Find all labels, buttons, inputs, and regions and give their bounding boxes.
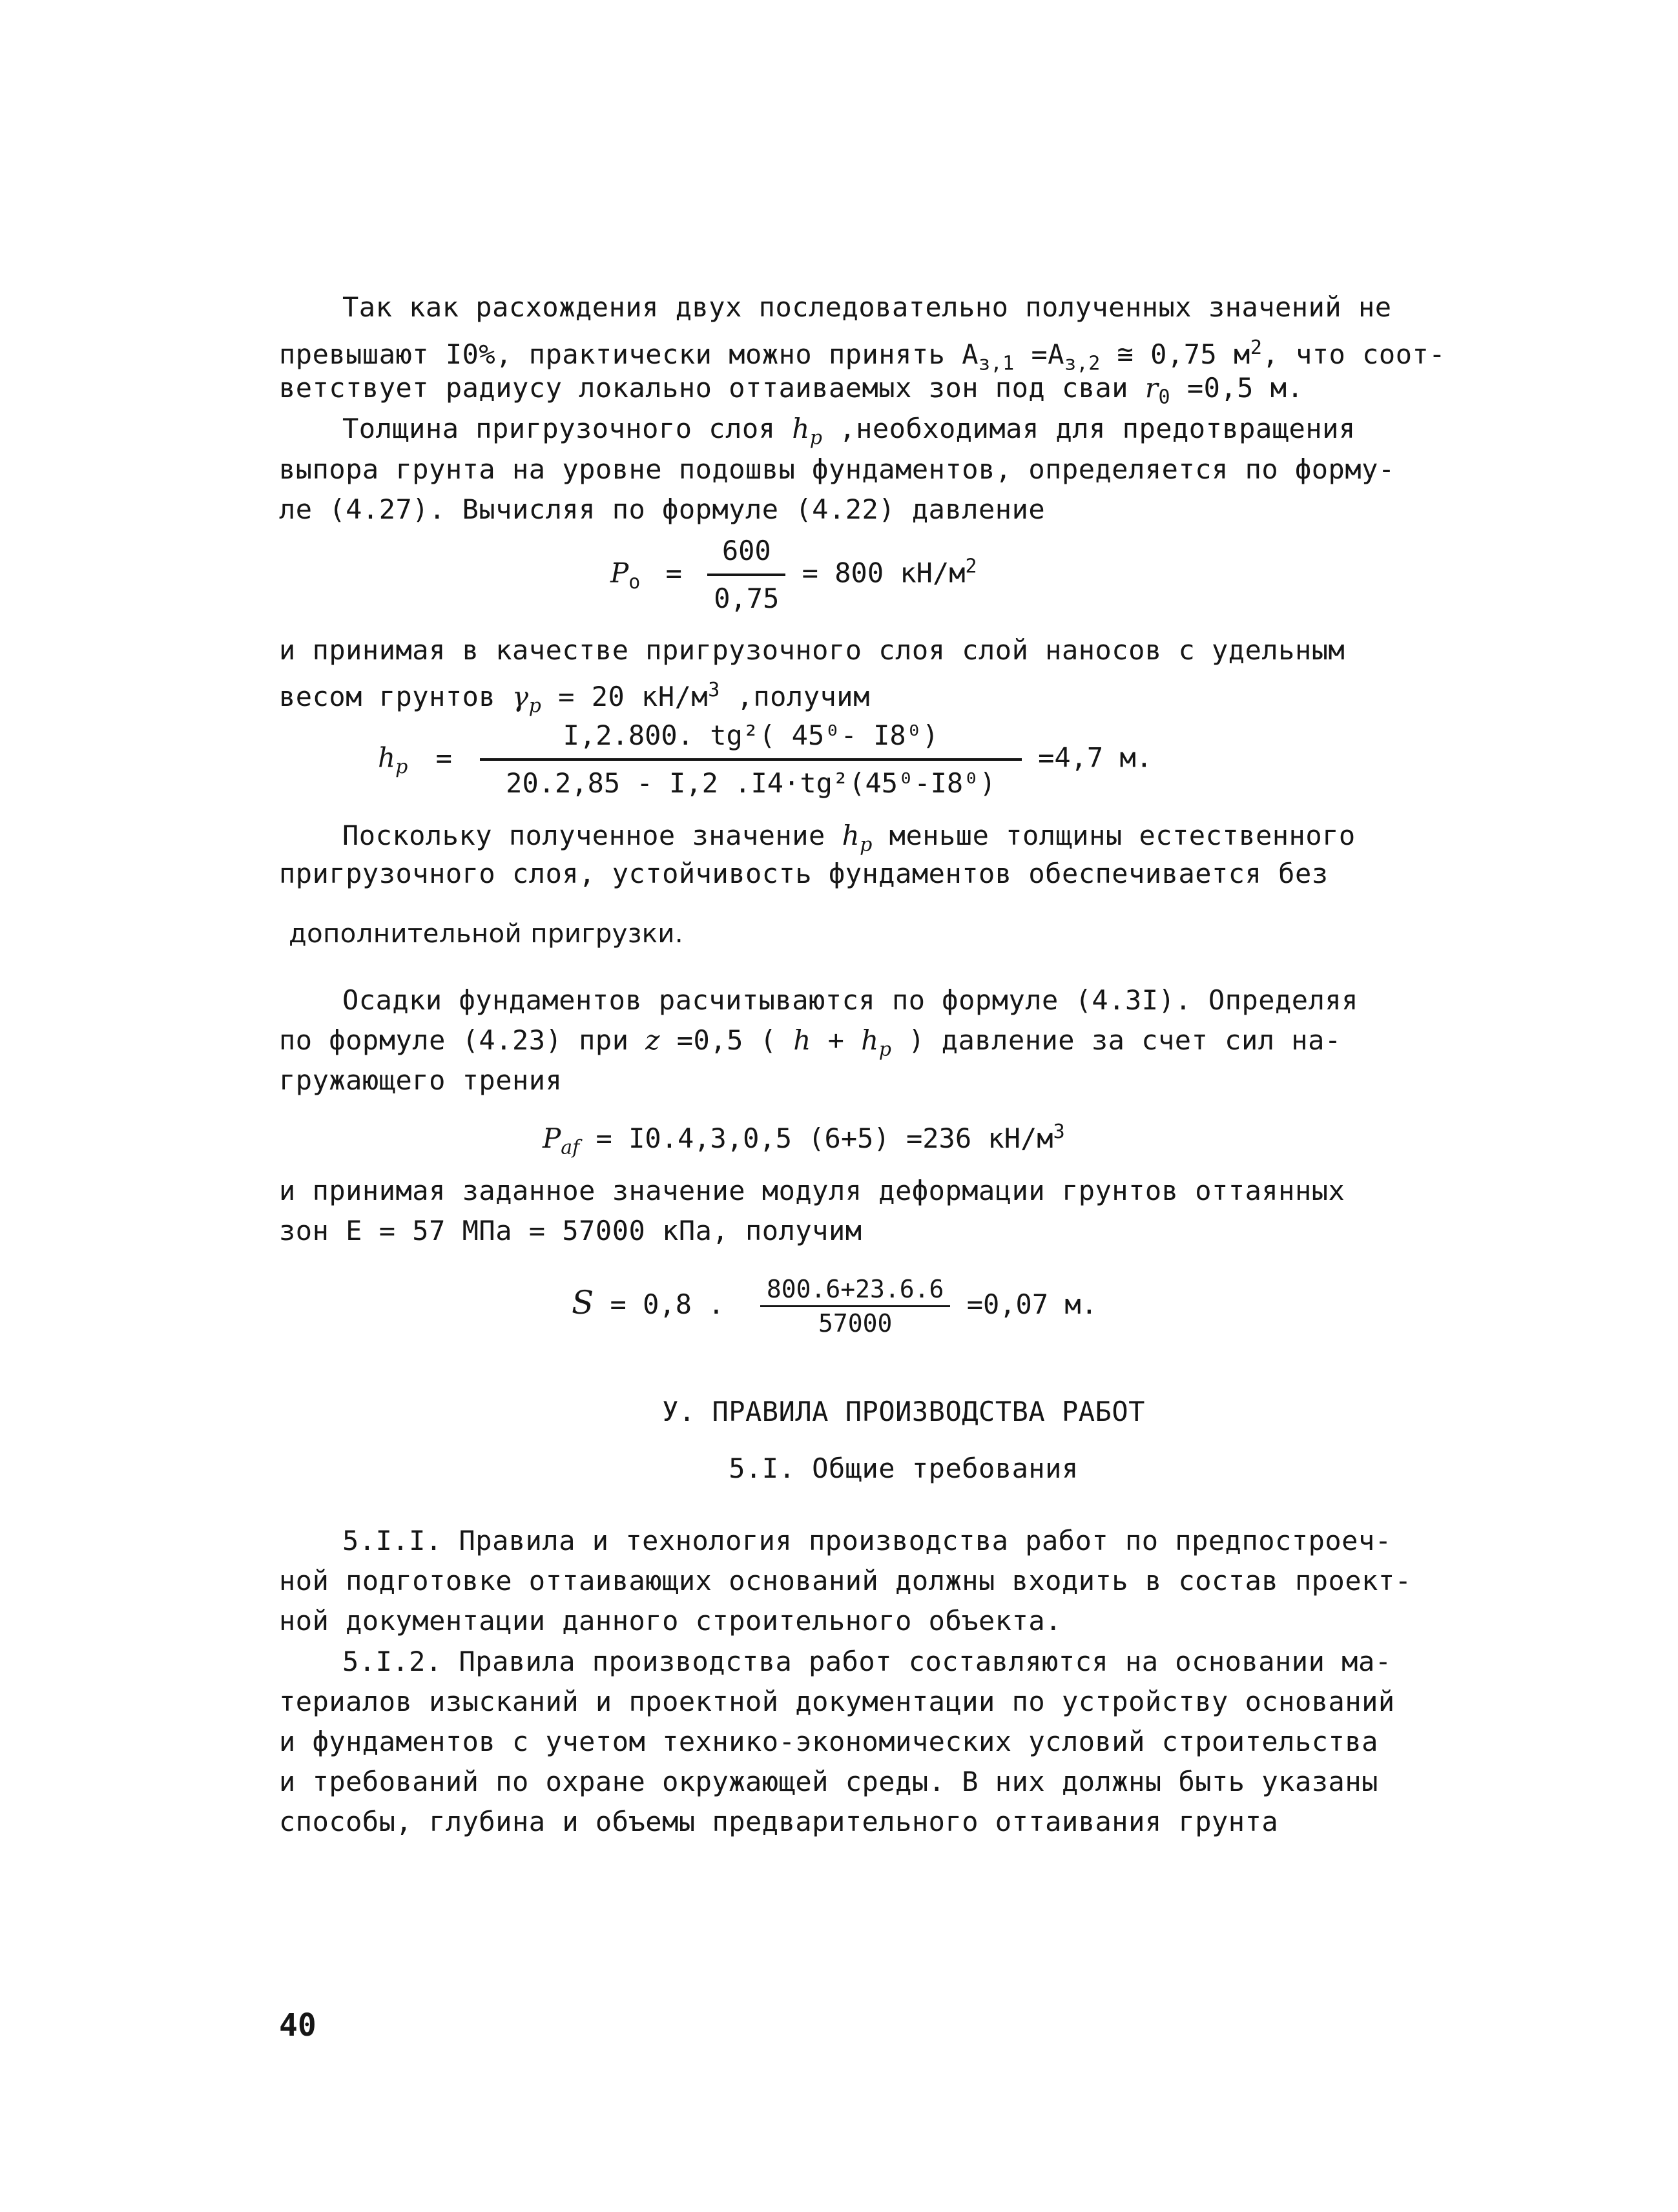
formula-mid: = 0,8 . <box>594 1288 725 1320</box>
formula-lhs: P <box>610 557 629 589</box>
text-line: териалов изысканий и проектной документации по устройству оснований <box>279 1686 1395 1717</box>
text-line: Толщина пригрузочного слоя $h_p$ ,необходимая для предотвращения <box>342 413 1356 450</box>
formula-lhs: S <box>572 1284 594 1321</box>
formula-hp: $h_p$ = $\frac{\text{I,2.800. tg²( 45⁰- I8⁰)}}{\text{20.2,85 - I,2 .I4·tg²(45⁰-I8⁰)}}$ =4,7 м. <box>378 716 1152 803</box>
formula-fraction <box>760 1276 951 1337</box>
text-line: Так как расхождения двух последовательно полученных значений не <box>342 291 1392 323</box>
text-line: превышают I0%, практически можно принять $A_{з,1} =A_{з,2}$ ≅ 0,75 $м^2$, что соот- <box>279 336 1446 375</box>
section-subheading: 5.I. Общие требования <box>729 1452 1079 1484</box>
formula-fraction <box>480 716 1022 803</box>
formula-equals: = <box>435 741 452 774</box>
text-line: Осадки фундаментов расчитываются по формуле (4.3I). Определяя <box>342 984 1358 1016</box>
text-line: способы, глубина и объемы предварительного оттаивания грунта <box>279 1806 1279 1837</box>
fraction-numerator: I,2.800. tg²( 45⁰- I8⁰) <box>480 716 1022 761</box>
text-line: 5.I.I. Правила и технология производства работ по предпостроеч- <box>342 1525 1392 1556</box>
text-line: Поскольку полученное значение $h_p$ меньше толщины естественного <box>342 820 1356 856</box>
text-line: зон E = 57 МПа = 57000 кПа, получим <box>279 1215 862 1246</box>
formula-rhs: = I0.4,3,0,5 (6+5) =236 кН/м <box>579 1122 1053 1154</box>
text-line: 5.I.2. Правила производства работ составляются на основании ма- <box>342 1646 1392 1677</box>
formula-rhs: = 800 кН/м <box>802 557 966 589</box>
page-number: 40 <box>279 2007 316 2043</box>
text-line: по формуле (4.23) при z =0,5 ( $h + h_p$ ) давление за счет сил на- <box>279 1024 1341 1061</box>
text-line: гружающего трения <box>279 1064 563 1096</box>
text-line: и принимая заданное значение модуля деформации грунтов оттаянных <box>279 1175 1345 1206</box>
text-line: ветствует радиусу локально оттаиваемых зон под сваи $r_0 =0,5$ м. <box>279 372 1304 409</box>
formula-lhs: P <box>543 1122 561 1154</box>
text-line: ной документации данного строительного объекта. <box>279 1605 1062 1637</box>
formula-s <box>572 1276 1097 1337</box>
formula-paf: $P_{af} = I0.4,3,0,5$ (6+5) =236 $кН/м^3$ <box>543 1121 1065 1159</box>
fraction-numerator: 600 <box>707 531 785 576</box>
formula-equals: = <box>665 557 682 589</box>
formula-result: =4,7 м. <box>1038 741 1153 774</box>
text-line: и фундаментов с учетом технико-экономических условий строительства <box>279 1726 1378 1757</box>
fraction-denominator: 20.2,85 - I,2 .I4·tg²(45⁰-I8⁰) <box>506 767 996 799</box>
fraction-numerator: 800.6+23.6.6 <box>760 1276 951 1307</box>
formula-lhs: h <box>378 741 396 774</box>
text-line: пригрузочного слоя, устойчивость фундаментов обеспечивается без <box>279 858 1329 889</box>
text-line: ле (4.27). Вычисляя по формуле (4.22) давление <box>279 493 1046 525</box>
formula-p0: $P_o$ = $\frac{600}{0,75}$ = 800 $кН/м^2$ <box>610 531 977 619</box>
fraction-denominator: 57000 <box>818 1309 893 1338</box>
section-heading: У. ПРАВИЛА ПРОИЗВОДСТВА РАБОТ <box>662 1396 1145 1427</box>
text-line: и принимая в качестве пригрузочного слоя слой наносов с удельным <box>279 634 1345 666</box>
text-line: дополнительной пригрузки. <box>289 919 684 949</box>
text-line: выпора грунта на уровне подошвы фундаментов, определяется по форму- <box>279 453 1395 485</box>
text-line: весом грунтов $\gamma_p = 20$ $кН/м^3$ ,получим <box>279 679 870 718</box>
text-line: и требований по охране окружающей среды. В них должны быть указаны <box>279 1766 1378 1797</box>
text-line: ной подготовке оттаивающих оснований должны входить в состав проект- <box>279 1565 1412 1597</box>
formula-result: =0,07 м. <box>966 1288 1097 1320</box>
fraction-denominator: 0,75 <box>714 583 780 614</box>
formula-fraction <box>707 531 785 619</box>
